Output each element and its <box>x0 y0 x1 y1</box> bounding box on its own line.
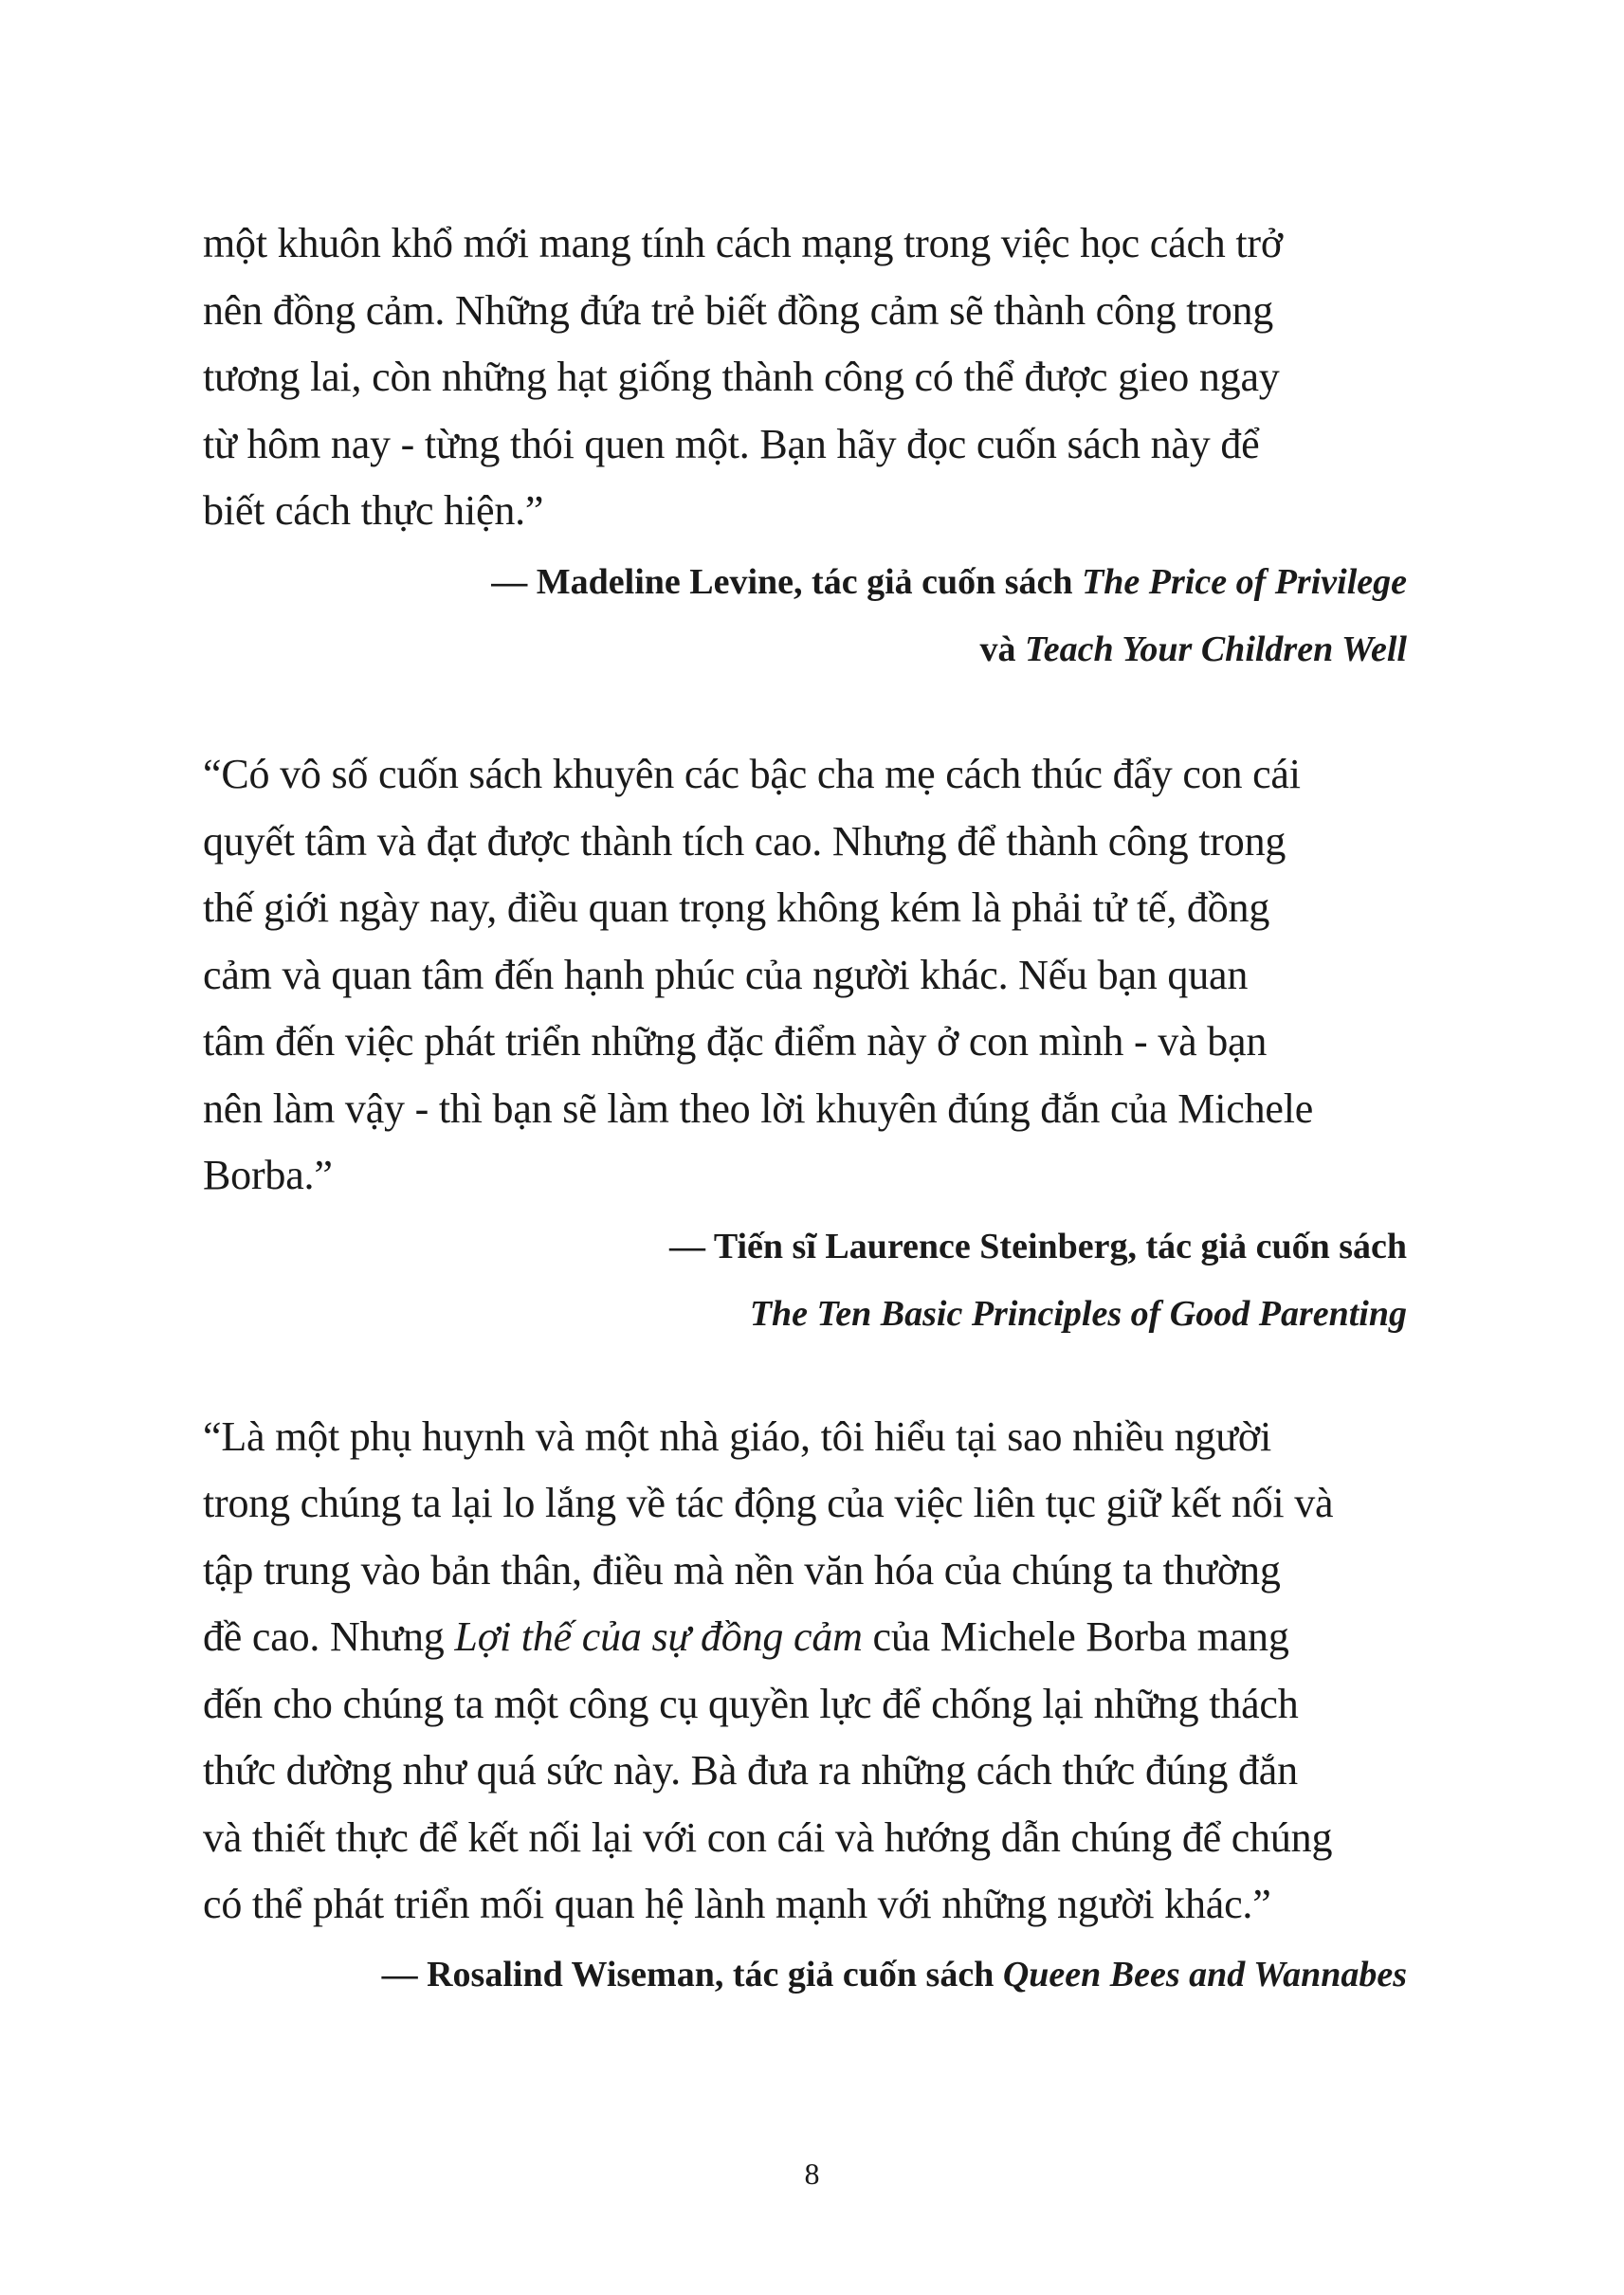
quote-line: tâm đến việc phát triển những đặc điểm này ở con mình - và bạn <box>203 1018 1268 1065</box>
quote-attribution <box>750 1285 1407 1342</box>
quote-line: tương lai, còn những hạt giống thành công có thể được gieo ngay <box>203 354 1280 400</box>
quote-line: “Có vô số cuốn sách khuyên các bậc cha mẹ cách thúc đẩy con cái <box>203 751 1301 797</box>
quote-text: của Michele Borba mang <box>862 1613 1289 1660</box>
attribution-text: và <box>979 629 1026 669</box>
quote-line <box>203 1604 1407 1670</box>
book-title: Teach Your Children Well <box>1025 629 1407 669</box>
quote-line: một khuôn khổ mới mang tính cách mạng trong việc học cách trở <box>203 220 1283 266</box>
quote-line: tập trung vào bản thân, điều mà nền văn hóa của chúng ta thường <box>203 1547 1281 1594</box>
quote-line: quyết tâm và đạt được thành tích cao. Nhưng để thành công trong <box>203 818 1286 865</box>
page-number: 8 <box>804 2157 820 2191</box>
quote-attribution <box>980 621 1407 678</box>
quote-attribution <box>382 1946 1407 2003</box>
quote-text: đề cao. Nhưng <box>203 1613 455 1660</box>
quote-line: Borba.” <box>203 1152 333 1198</box>
book-title: Queen Bees and Wannabes <box>1002 1955 1407 1994</box>
quote-line: và thiết thực để kết nối lại với con cái và hướng dẫn chúng để chúng <box>203 1814 1333 1861</box>
quote-line: cảm và quan tâm đến hạnh phúc của người khác. Nếu bạn quan <box>203 952 1249 998</box>
attribution-text: — Tiến sĩ Laurence Steinberg, tác giả cuốn sách <box>669 1227 1407 1266</box>
quote-line: thế giới ngày nay, điều quan trọng không kém là phải tử tế, đồng <box>203 884 1270 931</box>
attribution-text: — Madeline Levine, tác giả cuốn sách <box>491 562 1083 602</box>
book-title: Lợi thế của sự đồng cảm <box>454 1613 863 1660</box>
attribution-text: — Rosalind Wiseman, tác giả cuốn sách <box>381 1955 1003 1994</box>
book-title: The Ten Basic Principles of Good Parenting <box>749 1294 1407 1334</box>
quote-line: biết cách thực hiện.” <box>203 487 544 534</box>
quote-line: nên đồng cảm. Những đứa trẻ biết đồng cảm sẽ thành công trong <box>203 287 1274 334</box>
quote-line: từ hôm nay - từng thói quen một. Bạn hãy đọc cuốn sách này để <box>203 421 1260 467</box>
quote-line: “Là một phụ huynh và một nhà giáo, tôi hiểu tại sao nhiều người <box>203 1413 1271 1460</box>
quote-attribution <box>669 1218 1407 1275</box>
quote-line: đến cho chúng ta một công cụ quyền lực để chống lại những thách <box>203 1681 1299 1727</box>
quote-line: có thể phát triển mối quan hệ lành mạnh với những người khác.” <box>203 1881 1271 1927</box>
quote-attribution <box>491 554 1407 610</box>
quote-line: nên làm vậy - thì bạn sẽ làm theo lời khuyên đúng đắn của Michele <box>203 1085 1314 1132</box>
quote-line: thức dường như quá sức này. Bà đưa ra những cách thức đúng đắn <box>203 1747 1298 1794</box>
book-title: The Price of Privilege <box>1082 562 1407 602</box>
quote-line: trong chúng ta lại lo lắng về tác động của việc liên tục giữ kết nối và <box>203 1480 1334 1526</box>
